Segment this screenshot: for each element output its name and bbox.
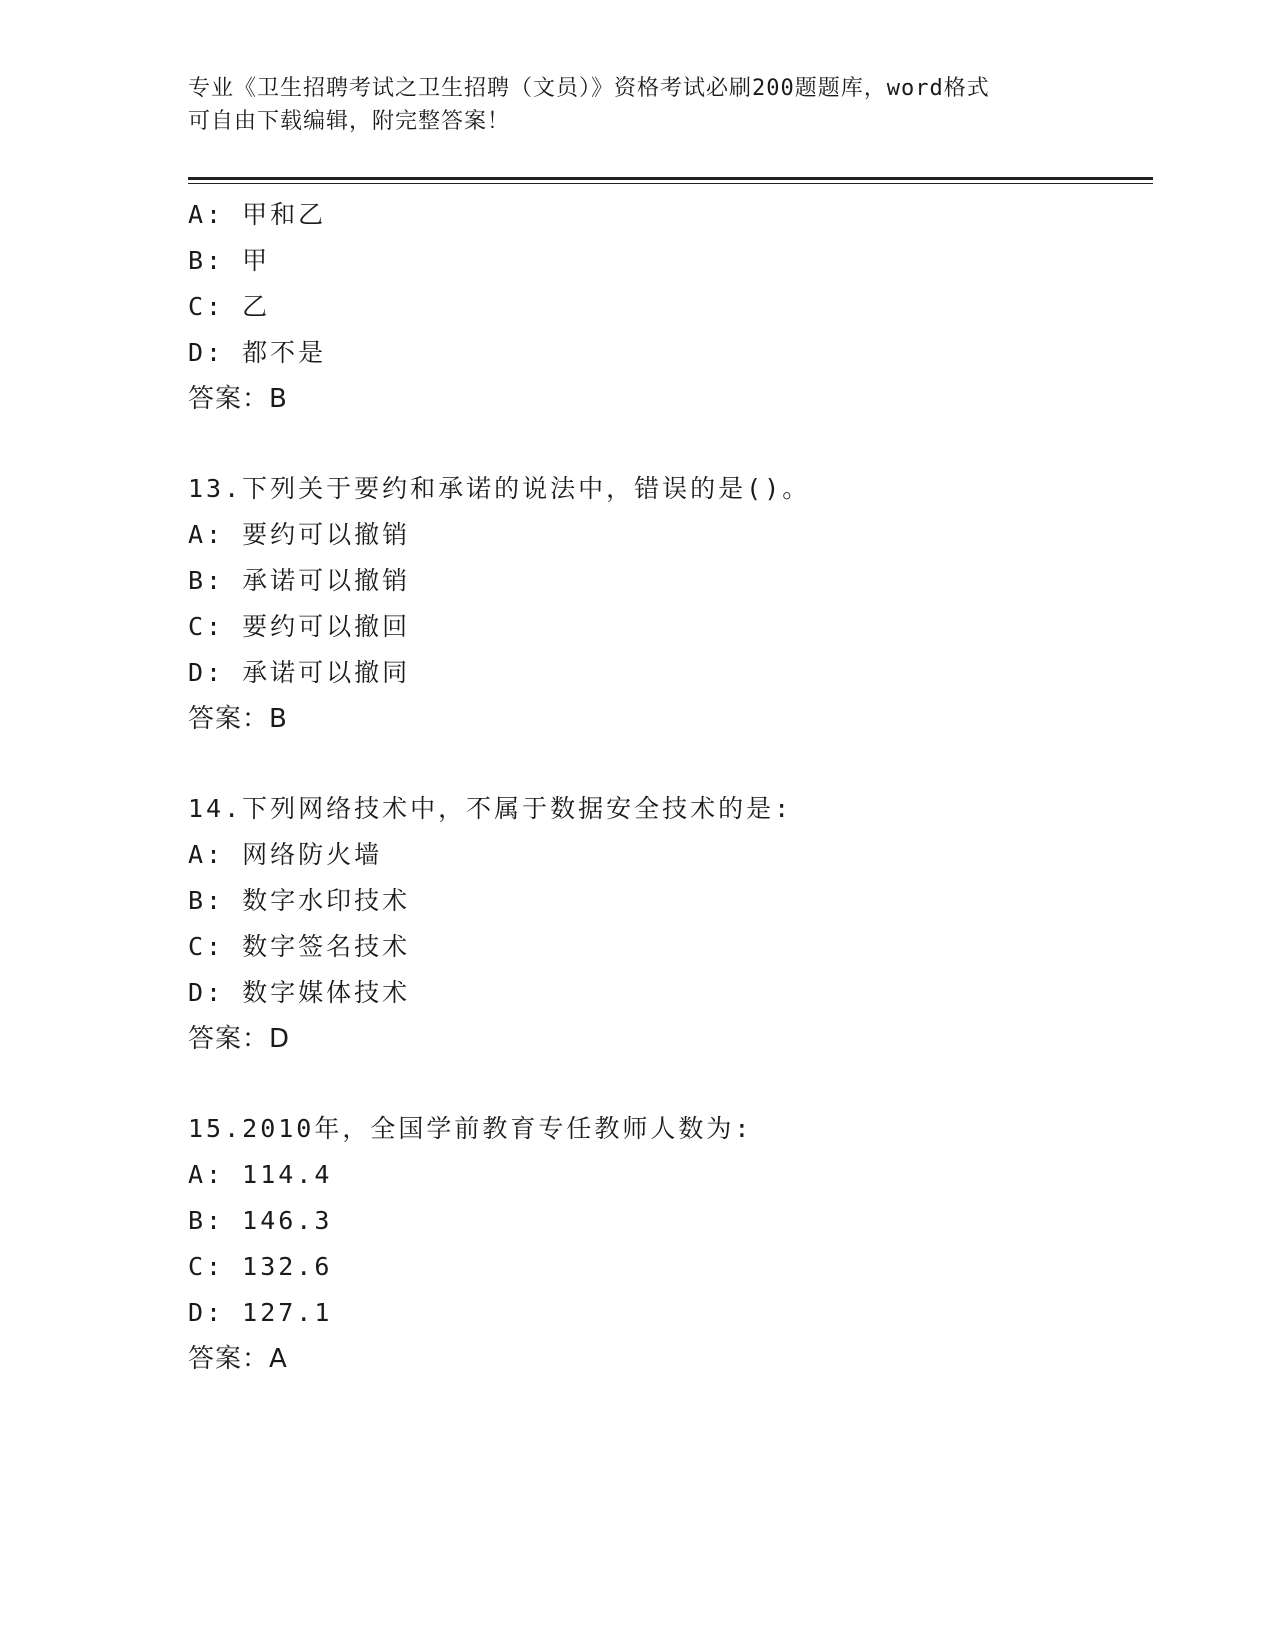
question-title: 15.2010年，全国学前教育专任教师人数为: xyxy=(188,1114,753,1143)
header-divider-thin xyxy=(188,183,1153,184)
question-list xyxy=(188,192,1148,1382)
question-title: 14.下列网络技术中，不属于数据安全技术的是: xyxy=(188,794,793,823)
answer-label: 答案：D xyxy=(188,1024,291,1054)
document-header xyxy=(188,72,1088,138)
header-line-1: 专业《卫生招聘考试之卫生招聘（文员）》资格考试必刷200题题库，word格式 xyxy=(188,76,990,101)
option-a: A: 要约可以撤销 xyxy=(188,520,411,549)
option-c: C: 乙 xyxy=(188,292,271,321)
question-title: 13.下列关于要约和承诺的说法中，错误的是()。 xyxy=(188,474,811,503)
option-c: C: 要约可以撤回 xyxy=(188,612,411,641)
option-d: D: 127.1 xyxy=(188,1298,333,1327)
option-b: B: 承诺可以撤销 xyxy=(188,566,411,595)
answer-label: 答案：B xyxy=(188,704,288,734)
header-divider-thick xyxy=(188,177,1153,180)
option-d: D: 数字媒体技术 xyxy=(188,978,411,1007)
option-d: D: 都不是 xyxy=(188,338,327,367)
question-14 xyxy=(188,786,1148,1062)
option-c: C: 数字签名技术 xyxy=(188,932,411,961)
question-15 xyxy=(188,1106,1148,1382)
option-a: A: 网络防火墙 xyxy=(188,840,383,869)
option-c: C: 132.6 xyxy=(188,1252,333,1281)
question-13 xyxy=(188,466,1148,742)
answer-label: 答案：B xyxy=(188,384,288,414)
option-b: B: 146.3 xyxy=(188,1206,333,1235)
option-b: B: 数字水印技术 xyxy=(188,886,411,915)
option-a: A: 114.4 xyxy=(188,1160,333,1189)
option-a: A: 甲和乙 xyxy=(188,200,327,229)
question-12 xyxy=(188,192,1148,422)
option-d: D: 承诺可以撤同 xyxy=(188,658,411,687)
answer-label: 答案：A xyxy=(188,1344,288,1374)
header-line-2: 可自由下载编辑，附完整答案！ xyxy=(188,109,511,134)
option-b: B: 甲 xyxy=(188,246,271,275)
